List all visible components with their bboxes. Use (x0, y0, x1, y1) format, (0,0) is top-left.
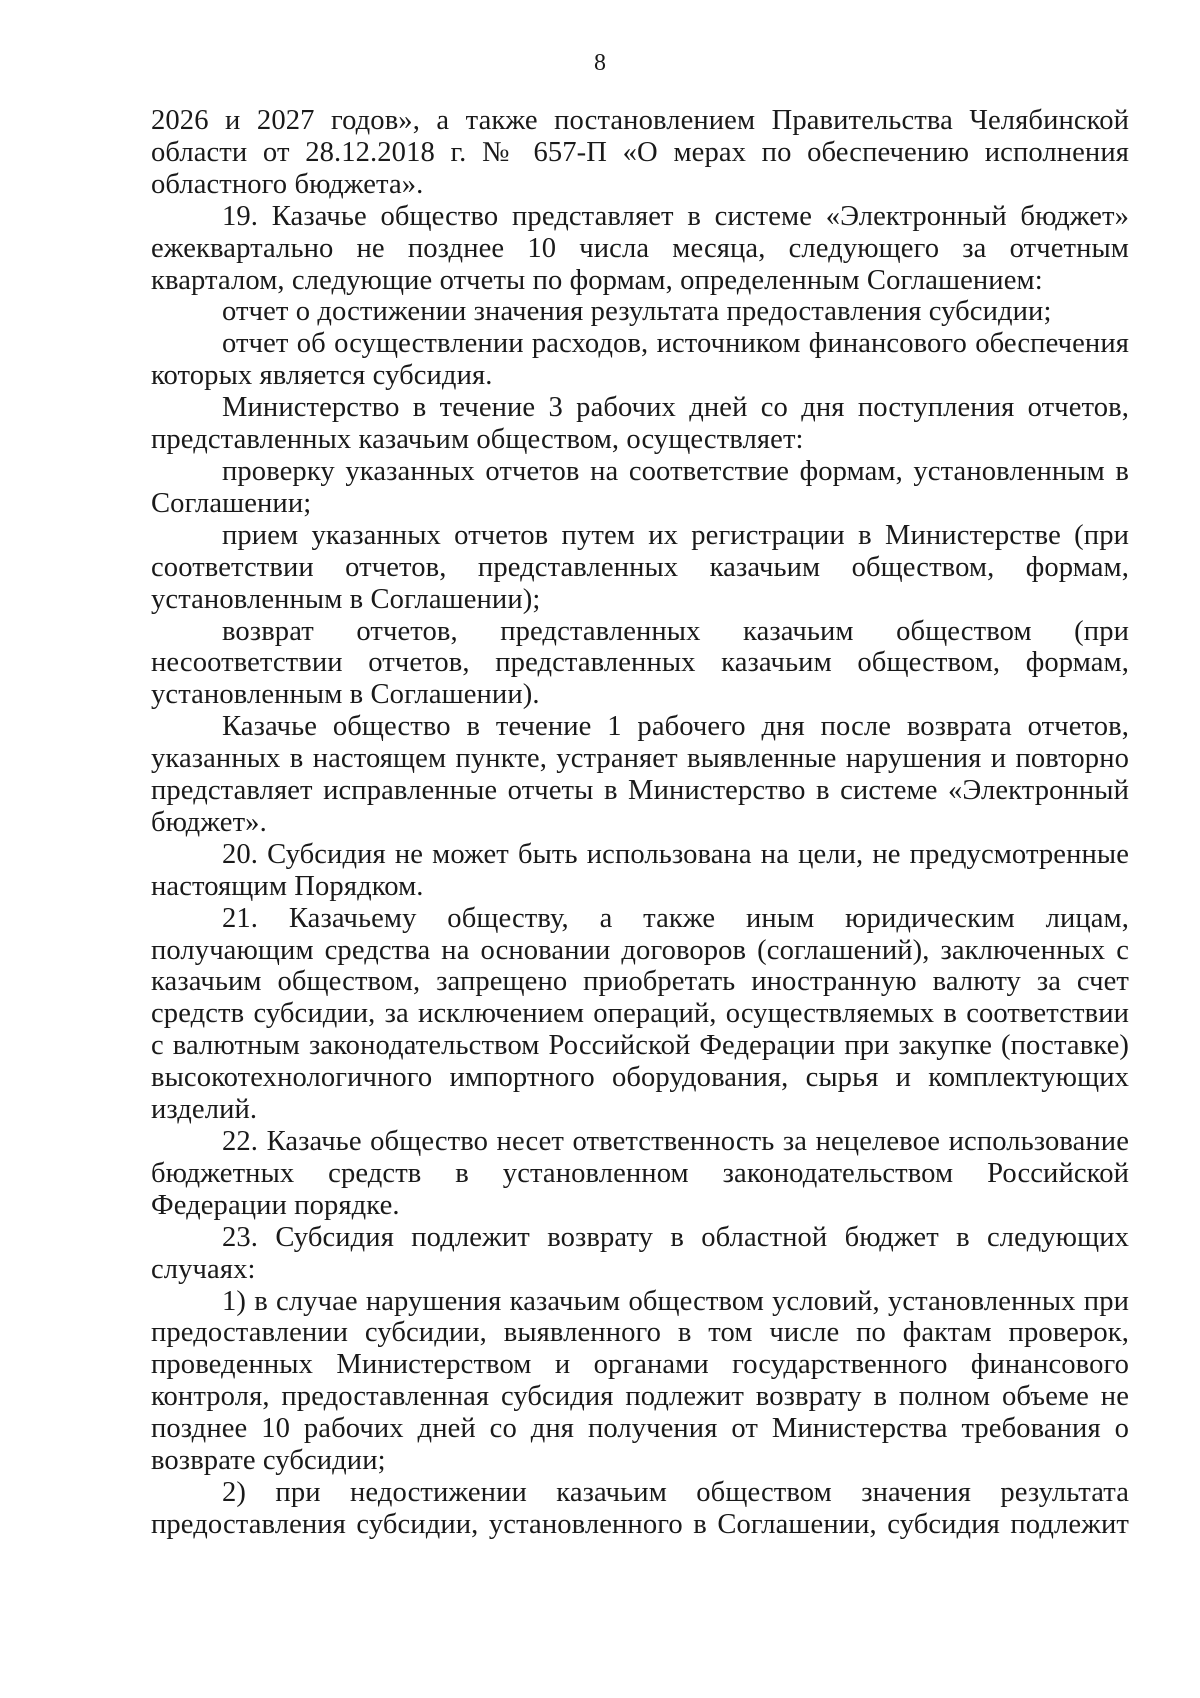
paragraph-clause-23-item-1: 1) в случае нарушения казачьим обществом условий, установленных при предоставлении субсидии, выявленного в том числе по фактам проверок, проведенных Министерством и органами государственного финансового контроля, предоставленная субсидия подлежит возврату в полном объеме не позднее 10 рабочих дней со дня получения от Министерства требования о возврате субсидии; (151, 1285, 1129, 1477)
paragraph-fix-reports: Казачье общество в течение 1 рабочего дня после возврата отчетов, указанных в настоящем пункте, устраняет выявленные нарушения и повторно представляет исправленные отчеты в Министерство в системе «Электронный бюджет». (151, 711, 1129, 838)
paragraph-clause-19: 19. Казачье общество представляет в системе «Электронный бюджет» ежеквартально не позднее 10 числа месяца, следующего за отчетным кварталом, следующие отчеты по формам, определенным Соглашением: (151, 200, 1129, 296)
paragraph-report-expenses: отчет об осуществлении расходов, источником финансового обеспечения которых является субсидия. (151, 328, 1129, 392)
paragraph-ministry-review: Министерство в течение 3 рабочих дней со дня поступления отчетов, представленных казачьим обществом, осуществляет: (151, 392, 1129, 456)
paragraph-clause-23: 23. Субсидия подлежит возврату в областной бюджет в следующих случаях: (151, 1221, 1129, 1285)
paragraph-report-achievement: отчет о достижении значения результата предоставления субсидии; (222, 296, 1052, 328)
paragraph-clause-21: 21. Казачьему обществу, а также иным юридическим лицам, получающим средства на основании договоров (соглашений), заключенных с казачьим обществом, запрещено приобретать иностранную валюту за счет средств субсидии, за исключением операций, осуществляемых в соответствии с валютным законодательством Российской Федерации при закупке (поставке) высокотехнологичного импортного оборудования, сырья и комплектующих изделий. (151, 902, 1129, 1126)
paragraph-clause-23-item-2: 2) при недостижении казачьим обществом значения результата предоставления субсидии, установленного в Соглашении, субсидия подлежит (151, 1476, 1129, 1540)
paragraph-check-reports: проверку указанных отчетов на соответствие формам, установленным в Соглашении; (151, 455, 1129, 519)
page-number: 8 (594, 50, 606, 76)
paragraph-continuation: 2026 и 2027 годов», а также постановлением Правительства Челябинской области от 28.12.2018 г. № 657-П «О мерах по обеспечению исполнения областного бюджета». (151, 105, 1129, 200)
document-body (151, 105, 1129, 1541)
paragraph-clause-20: 20. Субсидия не может быть использована на цели, не предусмотренные настоящим Порядком. (151, 838, 1129, 902)
paragraph-return-reports: возврат отчетов, представленных казачьим обществом (при несоответствии отчетов, представленных казачьим обществом, формам, установленным в Соглашении). (151, 615, 1129, 711)
paragraph-accept-reports: прием указанных отчетов путем их регистрации в Министерстве (при соответствии отчетов, представленных казачьим обществом, формам, установленным в Соглашении); (151, 519, 1129, 615)
paragraph-clause-22: 22. Казачье общество несет ответственность за нецелевое использование бюджетных средств в установленном законодательством Российской Федерации порядке. (151, 1126, 1129, 1221)
